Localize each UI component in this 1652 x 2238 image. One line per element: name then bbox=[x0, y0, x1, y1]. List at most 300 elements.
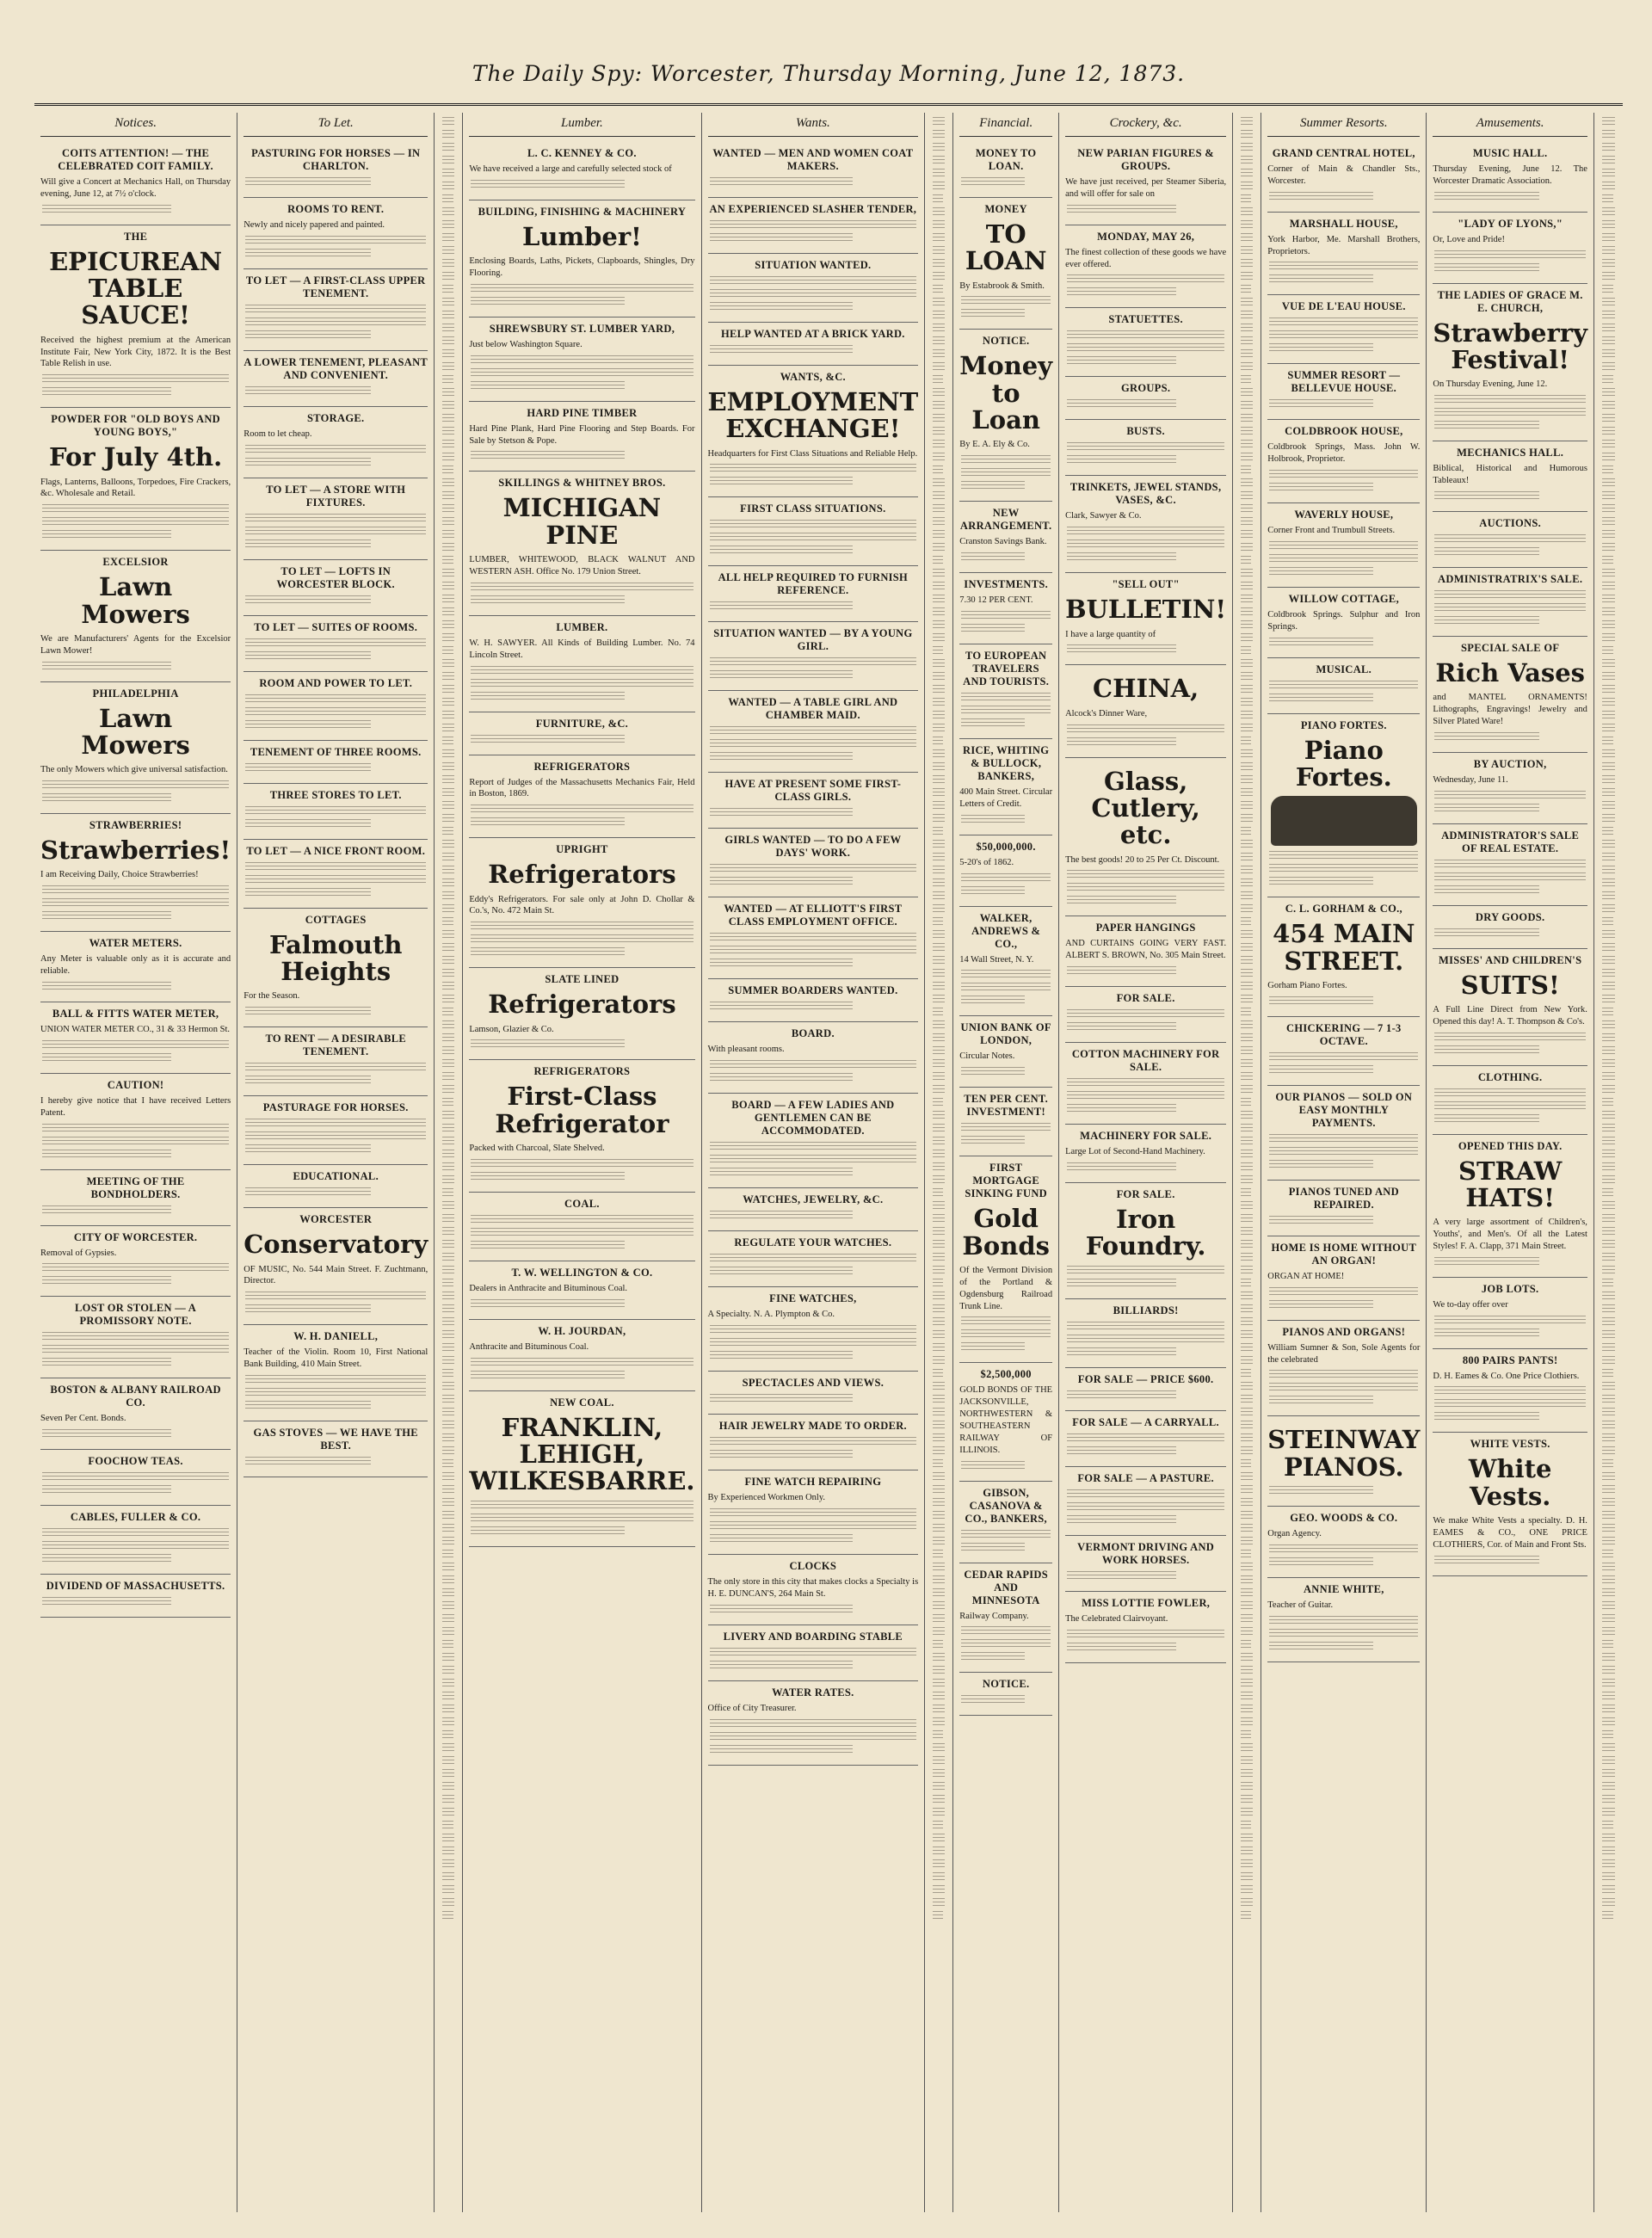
body-text-line bbox=[710, 177, 853, 186]
advertisement bbox=[469, 142, 694, 200]
body-text-line bbox=[471, 947, 624, 956]
ad-display-type: Strawberries! bbox=[40, 835, 231, 866]
body-text-line bbox=[933, 1898, 945, 1907]
body-text-line bbox=[1602, 388, 1615, 397]
body-text-line bbox=[1602, 298, 1615, 306]
body-text-line bbox=[1241, 788, 1253, 797]
body-text-line bbox=[961, 1530, 1051, 1538]
ad-body: A Specialty. N. A. Plympton & Co. bbox=[707, 1310, 835, 1320]
body-text-line bbox=[1067, 1347, 1176, 1356]
ad-body: I hereby give notice that I have received Letters Patent. bbox=[40, 1095, 231, 1118]
body-text-line bbox=[933, 1653, 945, 1662]
body-text-line bbox=[961, 1342, 1024, 1351]
body-text-line bbox=[1602, 453, 1615, 461]
body-text-line bbox=[1602, 672, 1615, 681]
ad-body: Office of City Treasurer. bbox=[707, 1703, 797, 1713]
body-text-line bbox=[1241, 1421, 1253, 1429]
body-text-line bbox=[961, 1461, 1024, 1470]
body-text-line bbox=[710, 1508, 917, 1517]
advertisement bbox=[708, 1372, 919, 1415]
ad-body: The Celebrated Clairvoyant. bbox=[1065, 1613, 1168, 1624]
body-text-line bbox=[442, 233, 454, 242]
body-text-line bbox=[245, 445, 426, 453]
ad-body: Coldbrook Springs, Mass. John W. Holbrook, Proprietor. bbox=[1267, 442, 1421, 465]
body-text-line bbox=[1602, 285, 1613, 293]
body-text-line bbox=[471, 817, 624, 826]
body-text-line bbox=[1241, 349, 1253, 358]
ad-body: We make White Vests a specialty. D. H. EAMES & CO., ONE PRICE CLOTHIERS, Cor. of Main and Front Sts. bbox=[1433, 1516, 1587, 1550]
body-text-line bbox=[961, 1626, 1051, 1635]
ad-display-type: Lumber! bbox=[521, 221, 642, 251]
ad-headline: COITS ATTENTION! — THE CELEBRATED COIT FAMILY. bbox=[58, 147, 213, 172]
ad-body: GOLD BONDS OF THE JACKSONVILLE, NORTHWESTERN & SOUTHEASTERN RAILWAY OF ILLINOIS. bbox=[959, 1385, 1053, 1455]
body-text-line bbox=[933, 646, 943, 655]
body-text-line bbox=[1602, 956, 1615, 965]
body-text-line bbox=[710, 808, 853, 817]
body-text-line bbox=[710, 670, 853, 679]
body-text-line bbox=[245, 888, 371, 897]
body-text-line bbox=[1241, 478, 1253, 487]
body-text-line bbox=[442, 904, 454, 913]
body-text-line bbox=[442, 853, 454, 861]
body-text-line bbox=[1602, 1730, 1613, 1739]
ad-headline: HAVE AT PRESENT SOME FIRST-CLASS GIRLS. bbox=[724, 778, 902, 804]
body-text-line bbox=[442, 1782, 454, 1791]
body-text-line bbox=[933, 582, 945, 590]
advertisement bbox=[959, 1673, 1052, 1716]
body-text-line bbox=[471, 1526, 624, 1535]
advertisement bbox=[1065, 1299, 1226, 1368]
body-text-line bbox=[933, 891, 945, 900]
body-text-line bbox=[1602, 1885, 1615, 1894]
advertisement bbox=[1267, 1236, 1420, 1321]
ad-headline: BOARD — A FEW LADIES AND GENTLEMEN CAN BE ACCOMMODATED. bbox=[731, 1099, 895, 1137]
ad-body: Removal of Gypsies. bbox=[40, 1248, 117, 1258]
body-text-line bbox=[245, 1457, 371, 1465]
body-text-line bbox=[1602, 1085, 1615, 1094]
ad-headline: GIRLS WANTED — TO DO A FEW DAYS' WORK. bbox=[724, 834, 902, 860]
body-text-line bbox=[471, 1228, 693, 1236]
body-text-line bbox=[42, 1472, 229, 1481]
ad-headline: BOARD. bbox=[791, 1027, 835, 1040]
body-text-line bbox=[442, 1885, 454, 1894]
body-text-line bbox=[442, 1575, 454, 1584]
body-text-line bbox=[1602, 1046, 1615, 1055]
body-text-line bbox=[933, 801, 945, 810]
body-text-line bbox=[1241, 1072, 1253, 1081]
body-text-line bbox=[1067, 539, 1224, 548]
body-text-line bbox=[471, 1172, 624, 1181]
body-text-line bbox=[245, 236, 426, 244]
body-text-line bbox=[471, 583, 693, 591]
body-text-line bbox=[933, 853, 945, 861]
advertisement bbox=[1065, 1125, 1226, 1183]
body-text-line bbox=[1434, 395, 1586, 404]
advertisement bbox=[469, 1261, 694, 1320]
body-text-line bbox=[1602, 1356, 1615, 1365]
body-text-line bbox=[933, 517, 945, 526]
body-text-line bbox=[710, 1534, 853, 1543]
body-text-line bbox=[1241, 762, 1253, 771]
body-text-line bbox=[1602, 1563, 1615, 1571]
body-text-line bbox=[1241, 1137, 1253, 1145]
body-text-line bbox=[442, 311, 454, 319]
body-text-line bbox=[961, 611, 1051, 620]
ad-body: 5-20's of 1862. bbox=[959, 857, 1014, 867]
body-text-line bbox=[471, 1159, 693, 1168]
body-text-line bbox=[710, 877, 853, 885]
body-text-line bbox=[1602, 440, 1615, 448]
ad-headline: PIANOS AND ORGANS! bbox=[1282, 1325, 1406, 1338]
ad-body: Teacher of Guitar. bbox=[1267, 1600, 1334, 1610]
body-text-line bbox=[442, 556, 453, 564]
body-text-line bbox=[42, 1554, 171, 1563]
body-text-line bbox=[471, 679, 693, 687]
body-text-line bbox=[933, 182, 945, 190]
body-text-line bbox=[1241, 866, 1253, 874]
body-text-line bbox=[1269, 1642, 1372, 1650]
body-text-line bbox=[1241, 465, 1251, 474]
body-text-line bbox=[1602, 1511, 1615, 1520]
ad-display-type: Piano Fortes. bbox=[1295, 735, 1392, 792]
body-text-line bbox=[1602, 194, 1613, 203]
body-text-line bbox=[1434, 603, 1586, 612]
ad-headline: WATCHES, JEWELRY, &C. bbox=[743, 1193, 884, 1206]
body-text-line bbox=[1241, 259, 1253, 268]
ad-display-type: TO LOAN bbox=[965, 219, 1047, 276]
body-text-line bbox=[933, 917, 943, 926]
body-text-line bbox=[933, 1253, 945, 1261]
ad-headline: WANTED — A TABLE GIRL AND CHAMBER MAID. bbox=[728, 696, 898, 722]
body-text-line bbox=[1602, 582, 1615, 590]
body-text-line bbox=[1602, 1292, 1615, 1300]
body-text-line bbox=[1434, 885, 1539, 894]
body-text-line bbox=[1241, 1821, 1251, 1829]
ad-body: OF MUSIC, No. 544 Main Street. F. Zuchtmann, Director. bbox=[243, 1264, 428, 1286]
body-text-line bbox=[1241, 246, 1253, 255]
ad-body: I am Receiving Daily, Choice Strawberries! bbox=[40, 870, 199, 880]
body-text-line bbox=[1241, 982, 1253, 990]
body-text-line bbox=[1434, 192, 1539, 200]
advertisement bbox=[40, 682, 231, 814]
body-text-line bbox=[933, 1188, 943, 1197]
advertisement bbox=[243, 840, 428, 909]
body-text-line bbox=[245, 707, 426, 716]
body-text-line bbox=[1269, 1065, 1372, 1074]
body-text-line bbox=[442, 1859, 454, 1868]
ad-headline: MARSHALL HOUSE, bbox=[1289, 217, 1398, 230]
ad-headline: SKILLINGS & WHITNEY BROS. bbox=[498, 477, 666, 490]
body-text-line bbox=[1241, 311, 1253, 319]
ad-body: The only Mowers which give universal satisfaction. bbox=[40, 765, 228, 775]
body-text-line bbox=[1067, 205, 1176, 213]
body-text-line bbox=[1602, 169, 1615, 177]
advertisement bbox=[959, 907, 1052, 1017]
body-text-line bbox=[442, 982, 454, 990]
body-text-line bbox=[1241, 737, 1251, 745]
body-text-line bbox=[245, 720, 371, 729]
body-text-line bbox=[710, 1450, 853, 1458]
body-text-line bbox=[1067, 1279, 1176, 1287]
ad-body: By Experienced Workmen Only. bbox=[707, 1493, 826, 1503]
body-text-line bbox=[442, 1279, 453, 1287]
body-text-line bbox=[1602, 1201, 1615, 1210]
ad-body: Coldbrook Springs. Sulphur and Iron Springs. bbox=[1267, 610, 1421, 632]
body-text-line bbox=[710, 1661, 853, 1669]
body-text-line bbox=[933, 1150, 945, 1158]
body-text-line bbox=[1434, 408, 1586, 416]
body-text-line bbox=[442, 633, 454, 642]
body-text-line bbox=[1067, 1630, 1224, 1638]
advertisement bbox=[1065, 916, 1226, 987]
advertisement bbox=[40, 1378, 231, 1450]
body-text-line bbox=[1067, 1335, 1224, 1343]
ad-body: Eddy's Refrigerators. For sale only at John D. Chollar & Co.'s, No. 472 Main St. bbox=[469, 894, 695, 916]
body-text-line bbox=[245, 1063, 426, 1071]
body-text-line bbox=[933, 1279, 943, 1287]
body-text-line bbox=[1067, 1322, 1224, 1330]
advertisement bbox=[469, 1391, 694, 1547]
ad-body: Newly and nicely papered and painted. bbox=[243, 220, 385, 230]
advertisement bbox=[959, 1156, 1052, 1363]
body-text-line bbox=[961, 996, 1024, 1004]
body-text-line bbox=[471, 666, 693, 675]
body-text-line bbox=[1269, 554, 1418, 563]
body-text-line bbox=[1241, 1472, 1253, 1481]
advertisement bbox=[708, 323, 919, 366]
ad-headline: MECHANICS HALL. bbox=[1457, 447, 1564, 459]
body-text-line bbox=[933, 840, 945, 848]
body-text-line bbox=[442, 1292, 454, 1300]
body-text-line bbox=[442, 1085, 454, 1094]
body-text-line bbox=[442, 207, 454, 216]
body-text-line bbox=[42, 662, 171, 670]
body-text-line bbox=[1241, 530, 1253, 539]
body-text-line bbox=[1434, 1556, 1539, 1564]
body-text-line bbox=[1434, 263, 1539, 272]
ad-headline: STORAGE. bbox=[307, 411, 365, 424]
ad-headline: LUMBER. bbox=[556, 620, 608, 633]
body-text-line bbox=[933, 349, 945, 358]
advertisement bbox=[1267, 714, 1420, 898]
ad-headline: SPECTACLES AND VIEWS. bbox=[742, 1377, 885, 1390]
body-text-line bbox=[933, 762, 945, 771]
ad-headline: THE bbox=[123, 230, 148, 243]
body-text-line bbox=[1602, 969, 1615, 977]
ad-body: AND CURTAINS GOING VERY FAST. ALBERT S. BROWN, No. 305 Main Street. bbox=[1065, 939, 1227, 961]
body-text-line bbox=[933, 1033, 945, 1042]
body-text-line bbox=[471, 1039, 624, 1048]
body-text-line bbox=[471, 805, 693, 813]
body-text-line bbox=[1602, 349, 1615, 358]
body-text-line bbox=[933, 1085, 945, 1094]
column-heading: Crockery, &c. bbox=[1065, 113, 1226, 137]
body-text-line bbox=[1602, 311, 1615, 319]
body-text-line bbox=[1241, 1150, 1253, 1158]
ad-headline: NEW COAL. bbox=[550, 1396, 614, 1409]
body-text-line bbox=[442, 607, 454, 616]
body-text-line bbox=[1241, 414, 1253, 422]
body-text-line bbox=[1434, 590, 1586, 599]
ad-headline: PIANOS TUNED AND REPAIRED. bbox=[1288, 1185, 1399, 1211]
body-text-line bbox=[933, 1614, 945, 1623]
body-text-line bbox=[961, 481, 1024, 490]
body-text-line bbox=[710, 752, 853, 761]
body-text-line bbox=[933, 1111, 945, 1119]
body-text-line bbox=[442, 1524, 454, 1532]
ad-headline: THREE STORES TO LET. bbox=[269, 788, 402, 801]
body-text-line bbox=[1434, 534, 1586, 543]
body-text-line bbox=[1241, 375, 1251, 384]
ad-headline: GRAND CENTRAL HOTEL, bbox=[1272, 147, 1415, 159]
filler-column bbox=[1233, 113, 1261, 2212]
ad-headline: MUSICAL. bbox=[1316, 663, 1372, 675]
body-text-line bbox=[442, 1911, 453, 1920]
body-text-line bbox=[442, 362, 454, 371]
body-text-line bbox=[1241, 1356, 1253, 1365]
body-text-line bbox=[1241, 272, 1253, 281]
body-text-line bbox=[710, 1719, 917, 1728]
body-text-line bbox=[442, 1550, 453, 1558]
advertisement bbox=[1267, 588, 1420, 658]
ad-body: We to-day offer over bbox=[1433, 1299, 1508, 1310]
ad-headline: SUMMER RESORT — BELLEVUE HOUSE. bbox=[1287, 369, 1401, 395]
body-text-line bbox=[933, 207, 945, 216]
ad-headline: UPRIGHT bbox=[556, 843, 608, 856]
body-text-line bbox=[933, 1395, 945, 1403]
body-text-line bbox=[961, 873, 1051, 882]
body-text-line bbox=[710, 1605, 853, 1613]
body-text-line bbox=[1241, 298, 1253, 306]
body-text-line bbox=[1241, 1679, 1253, 1687]
body-text-line bbox=[933, 956, 945, 965]
body-text-line bbox=[710, 345, 853, 354]
body-text-line bbox=[442, 711, 454, 719]
body-text-line bbox=[1241, 1614, 1253, 1623]
ad-body: William Sumner & Son, Sole Agents for the celebrated bbox=[1267, 1342, 1421, 1365]
body-text-line bbox=[1269, 1370, 1418, 1378]
ad-headline: TO LET — A STORE WITH FIXTURES. bbox=[266, 483, 406, 509]
ad-display-type: For July 4th. bbox=[48, 442, 223, 472]
body-text-line bbox=[710, 1168, 853, 1176]
advertisement bbox=[959, 198, 1052, 330]
body-text-line bbox=[933, 1679, 945, 1687]
body-text-line bbox=[1602, 853, 1615, 861]
body-text-line bbox=[710, 1073, 853, 1082]
body-text-line bbox=[1602, 182, 1615, 190]
body-text-line bbox=[1602, 595, 1615, 603]
body-text-line bbox=[442, 917, 453, 926]
body-text-line bbox=[933, 1717, 945, 1726]
body-text-line bbox=[1269, 1216, 1372, 1224]
advertisement bbox=[959, 644, 1052, 739]
ad-body: The best goods! 20 to 25 Per Ct. Discount. bbox=[1065, 854, 1220, 865]
body-text-line bbox=[1269, 318, 1418, 326]
advertisement bbox=[243, 784, 428, 840]
ad-headline: FINE WATCHES, bbox=[769, 1292, 857, 1305]
body-text-line bbox=[710, 477, 853, 485]
body-text-line bbox=[1241, 1859, 1253, 1868]
advertisement bbox=[1065, 377, 1226, 420]
body-text-line bbox=[933, 1859, 945, 1868]
body-text-line bbox=[710, 959, 853, 967]
body-text-line bbox=[442, 1601, 454, 1610]
ad-headline: W. H. DANIELL, bbox=[293, 1330, 379, 1343]
body-text-line bbox=[1067, 1091, 1224, 1100]
ad-body: A very large assortment of Children's, Youths', and Men's. Of all the Latest Styles! F. A. Clapp, 371 Main Street. bbox=[1433, 1218, 1587, 1251]
body-text-line bbox=[471, 355, 693, 364]
body-text-line bbox=[1602, 724, 1615, 732]
ad-headline: SLATE LINED bbox=[545, 973, 620, 986]
body-text-line bbox=[1602, 1098, 1613, 1107]
body-text-line bbox=[1241, 685, 1253, 694]
body-text-line bbox=[1241, 814, 1253, 823]
body-text-line bbox=[1241, 1266, 1253, 1274]
body-text-line bbox=[1602, 827, 1613, 835]
body-text-line bbox=[442, 1614, 454, 1623]
body-text-line bbox=[933, 1304, 945, 1313]
body-text-line bbox=[710, 1060, 917, 1069]
advertisement bbox=[1433, 753, 1587, 824]
ad-body: Dealers in Anthracite and Bituminous Coal. bbox=[469, 1283, 628, 1293]
body-text-line bbox=[933, 1162, 945, 1171]
body-text-line bbox=[442, 1369, 453, 1378]
body-text-line bbox=[442, 1847, 454, 1855]
body-text-line bbox=[1067, 343, 1224, 352]
advertisement bbox=[469, 712, 694, 755]
advertisement bbox=[959, 330, 1052, 502]
body-text-line bbox=[442, 943, 454, 952]
body-text-line bbox=[1269, 1160, 1372, 1168]
body-text-line bbox=[1241, 1898, 1253, 1907]
body-text-line bbox=[933, 1640, 943, 1649]
body-text-line bbox=[442, 788, 454, 797]
ad-headline: MISSES' AND CHILDREN'S bbox=[1438, 953, 1582, 966]
body-text-line bbox=[1269, 567, 1372, 576]
body-text-line bbox=[710, 601, 853, 610]
ad-headline: FOR SALE — A CARRYALL. bbox=[1072, 1415, 1219, 1428]
body-text-line bbox=[1269, 1486, 1372, 1495]
body-text-line bbox=[1241, 1162, 1253, 1171]
body-text-line bbox=[933, 1834, 945, 1842]
body-text-line bbox=[1602, 1304, 1615, 1313]
body-text-line bbox=[1241, 362, 1253, 371]
ad-headline: TO LET — A FIRST-CLASS UPPER TENEMENT. bbox=[245, 274, 426, 299]
advertisement bbox=[1267, 364, 1420, 420]
body-text-line bbox=[1602, 491, 1615, 500]
body-text-line bbox=[471, 381, 624, 390]
body-text-line bbox=[961, 1136, 1024, 1144]
body-text-line bbox=[933, 543, 945, 552]
ad-body: 14 Wall Street, N. Y. bbox=[959, 954, 1034, 965]
ad-headline: ADMINISTRATRIX'S SALE. bbox=[1438, 572, 1583, 585]
body-text-line bbox=[1434, 250, 1586, 259]
ad-body: UNION WATER METER CO., 31 & 33 Hermon St. bbox=[40, 1024, 231, 1034]
body-text-line bbox=[1269, 262, 1418, 270]
body-text-line bbox=[1602, 1640, 1613, 1649]
body-text-line bbox=[245, 539, 371, 548]
advertisement bbox=[708, 566, 919, 622]
body-text-line bbox=[933, 362, 945, 371]
columns-container bbox=[34, 113, 1623, 2212]
ad-display-type: Glass, Cutlery, etc. bbox=[1091, 766, 1200, 850]
ad-headline: AN EXPERIENCED SLASHER TENDER, bbox=[709, 203, 917, 215]
body-text-line bbox=[933, 1601, 945, 1610]
body-text-line bbox=[1602, 130, 1615, 139]
body-text-line bbox=[442, 1201, 454, 1210]
body-text-line bbox=[1241, 633, 1253, 642]
ad-column bbox=[1059, 113, 1233, 2212]
